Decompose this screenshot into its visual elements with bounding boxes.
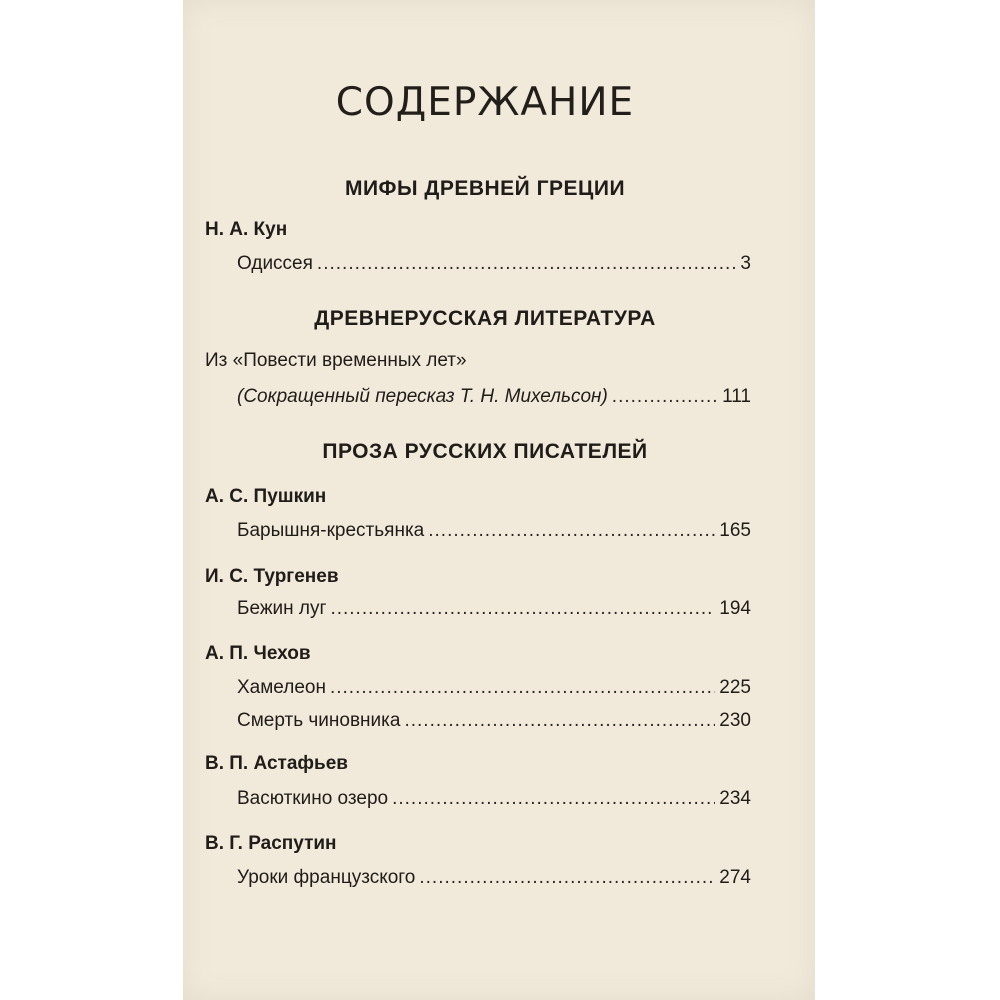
- toc-entry-odyssey[interactable]: [237, 251, 751, 277]
- toc-entry-vasyutkino-ozero[interactable]: [237, 786, 751, 812]
- entry-title: Барышня-крестьянка: [237, 520, 425, 541]
- book-page: [183, 0, 815, 1000]
- table-of-contents: [205, 0, 765, 1000]
- toc-entry-uroki-frantsuzskogo[interactable]: [237, 865, 751, 891]
- page-title: СОДЕРЖАНИЕ: [335, 80, 635, 125]
- dot-leader: [404, 708, 715, 734]
- page-number: 3: [740, 253, 751, 274]
- toc-entry-baryshnya[interactable]: [237, 518, 751, 544]
- section-heading-greek-myths: МИФЫ ДРЕВНЕЙ ГРЕЦИИ: [344, 177, 626, 200]
- dot-leader: [330, 596, 715, 622]
- page-number: 111: [722, 386, 751, 407]
- toc-entry-bezhin-lug[interactable]: [237, 596, 751, 622]
- author-astafiev: В. П. Астафьев: [205, 753, 348, 774]
- author-kun: Н. А. Кун: [205, 219, 288, 240]
- entry-title: Смерть чиновника: [237, 710, 401, 731]
- toc-entry-smert-chinovnika[interactable]: [237, 708, 751, 734]
- author-chekhov: А. П. Чехов: [205, 643, 311, 664]
- page-number: 234: [719, 788, 751, 809]
- section-heading-old-russian-literature: ДРЕВНЕРУССКАЯ ЛИТЕРАТУРА: [314, 307, 656, 330]
- dot-leader: [392, 786, 715, 812]
- page-number: 165: [719, 520, 751, 541]
- page-number: 274: [719, 867, 751, 888]
- author-pushkin: А. С. Пушкин: [205, 486, 327, 507]
- dot-leader: [428, 518, 715, 544]
- author-turgenev: И. С. Тургенев: [205, 566, 339, 587]
- dot-leader: [419, 865, 715, 891]
- entry-title: (Сокращенный пересказ Т. Н. Михельсон): [237, 386, 608, 407]
- toc-entry-povest[interactable]: [237, 384, 751, 410]
- page-number: 194: [719, 598, 751, 619]
- page-number: 230: [719, 710, 751, 731]
- entry-title: Бежин луг: [237, 598, 327, 619]
- author-rasputin: В. Г. Распутин: [205, 833, 337, 854]
- entry-title: Васюткино озеро: [237, 788, 389, 809]
- intro-line: Из «Повести временных лет»: [205, 350, 467, 371]
- dot-leader: [317, 251, 737, 277]
- toc-entry-khameleon[interactable]: [237, 675, 751, 701]
- dot-leader: [330, 675, 715, 701]
- entry-title: Хамелеон: [237, 677, 326, 698]
- entry-title: Одиссея: [237, 253, 313, 274]
- dot-leader: [612, 384, 718, 410]
- entry-title: Уроки французского: [237, 867, 416, 888]
- section-heading-russian-prose: ПРОЗА РУССКИХ ПИСАТЕЛЕЙ: [322, 440, 648, 463]
- page-number: 225: [719, 677, 751, 698]
